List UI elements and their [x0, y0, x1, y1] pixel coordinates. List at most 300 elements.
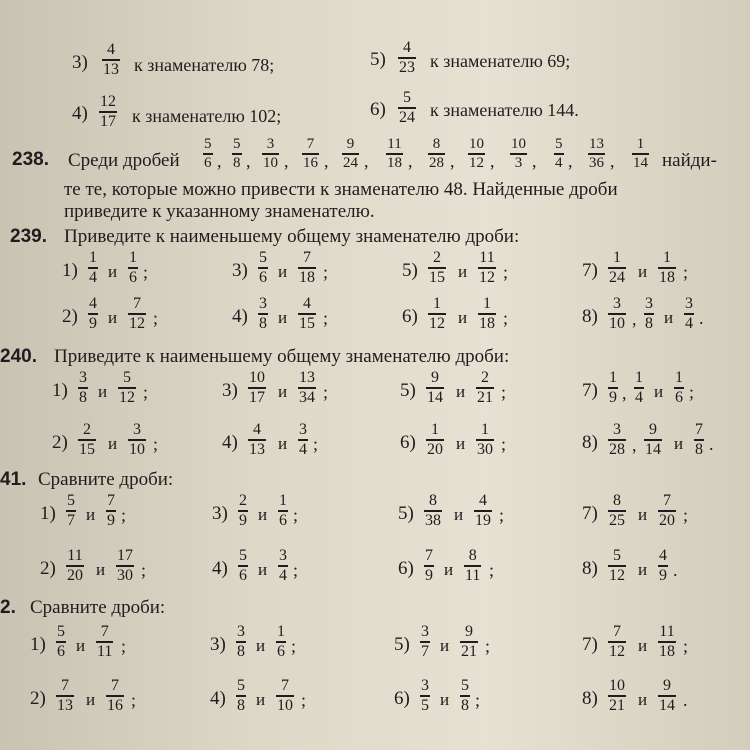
numerator: 4 [659, 547, 667, 564]
fraction [460, 624, 478, 660]
item-label: 3) [210, 634, 226, 655]
problem-239-title: Приведите к наименьшему общему знаменателю дроби: [64, 226, 520, 247]
numerator: 17 [117, 547, 133, 564]
and-word: и [440, 690, 450, 709]
item-label: 4) [212, 558, 228, 579]
numerator: 11 [387, 136, 402, 152]
item-label: 3) [212, 503, 228, 524]
fraction [236, 624, 246, 660]
fraction [428, 137, 445, 171]
numerator: 8 [432, 136, 441, 152]
denominator: 20 [67, 566, 83, 584]
numerator: 13 [589, 136, 604, 152]
item-label: 7) [582, 380, 598, 401]
and-word: и [458, 308, 468, 327]
fraction [420, 624, 430, 660]
fraction [474, 493, 492, 529]
denominator: 18 [479, 314, 495, 332]
numerator: 4 [479, 492, 487, 509]
numerator: 5 [67, 492, 75, 509]
item-label: 4) [72, 103, 88, 124]
item-end-punct: ; [293, 505, 299, 525]
fraction [608, 548, 626, 584]
item-end-punct: ; [501, 434, 507, 454]
item-label: 1) [40, 503, 56, 524]
numerator: 7 [107, 492, 115, 509]
denominator: 38 [425, 511, 441, 529]
denominator: 19 [475, 511, 491, 529]
denominator: 14 [659, 696, 675, 714]
denominator: 12 [479, 268, 495, 286]
denominator: 4 [89, 268, 97, 286]
and-word: и [98, 382, 108, 401]
fraction [554, 137, 564, 171]
numerator: 3 [685, 295, 693, 312]
denominator: 12 [469, 154, 484, 171]
fraction [248, 422, 266, 458]
fraction [203, 137, 213, 171]
and-word: и [278, 382, 288, 401]
numerator: 5 [237, 677, 245, 694]
denominator: 16 [107, 696, 123, 714]
denominator: 14 [633, 154, 648, 171]
numerator: 1 [636, 136, 645, 152]
denominator: 28 [609, 440, 625, 458]
comma: , [632, 435, 637, 455]
numerator: 3 [266, 136, 275, 152]
item-label: 7) [582, 260, 598, 281]
item-label: 1) [62, 260, 78, 281]
problem-238-number: 238. [12, 149, 49, 170]
numerator: 2 [83, 421, 91, 438]
fraction [658, 548, 668, 584]
denominator: 6 [239, 566, 247, 584]
numerator: 4 [253, 421, 261, 438]
comma: , [490, 151, 495, 171]
item-end-punct: ; [683, 505, 689, 525]
fraction [128, 422, 146, 458]
numerator: 7 [100, 623, 109, 640]
comma: , [450, 151, 455, 171]
denominator: 12 [429, 314, 445, 332]
and-word: и [86, 505, 96, 524]
fraction [96, 624, 113, 660]
numerator: 1 [277, 623, 285, 640]
item-end-punct: ; [143, 382, 149, 402]
numerator: 3 [645, 295, 653, 312]
numerator: 7 [663, 492, 671, 509]
and-word: и [638, 560, 648, 579]
comma: , [632, 309, 637, 329]
fraction [476, 370, 494, 406]
and-word: и [456, 382, 466, 401]
item-label: 4) [210, 688, 226, 709]
fraction [298, 422, 308, 458]
item-end-punct: . [673, 560, 678, 580]
task-text: к знаменателю 144. [430, 100, 579, 120]
fraction [56, 624, 66, 660]
denominator: 25 [609, 511, 625, 529]
item-label: 8) [582, 558, 598, 579]
denominator: 6 [277, 642, 285, 660]
fraction [128, 250, 138, 286]
numerator: 1 [675, 369, 683, 386]
fraction [426, 370, 444, 406]
fraction: 5 24 [399, 89, 415, 126]
denominator: 24 [343, 154, 358, 171]
denominator: 12 [609, 566, 625, 584]
fraction [298, 296, 316, 332]
numerator: 5 [461, 677, 469, 694]
problem-241-title: Сравните дроби: [38, 469, 174, 490]
item-end-punct: ; [323, 262, 329, 282]
denominator: 8 [645, 314, 653, 332]
item-end-punct: ; [683, 262, 689, 282]
denominator: 5 [421, 696, 429, 714]
and-word: и [674, 434, 684, 453]
numerator: 9 [649, 421, 657, 438]
item-label: 5) [398, 503, 414, 524]
numerator: 9 [663, 677, 671, 694]
and-word: и [108, 262, 118, 281]
denominator: 18 [299, 268, 315, 286]
fraction [674, 370, 684, 406]
fraction [424, 493, 442, 529]
numerator: 3 [613, 421, 621, 438]
fraction [106, 493, 116, 529]
item-label: 2) [52, 432, 68, 453]
fraction [476, 422, 494, 458]
denominator: 8 [461, 696, 469, 714]
fraction [386, 137, 403, 171]
denominator: 15 [429, 268, 445, 286]
fraction [588, 137, 605, 171]
item-label: 3) [232, 260, 248, 281]
item-label: 3) [222, 380, 238, 401]
denominator: 14 [645, 440, 661, 458]
numerator: 1 [483, 295, 491, 312]
item-end-punct: ; [475, 690, 481, 710]
item-end-punct: . [709, 434, 714, 454]
fraction [634, 370, 644, 406]
denominator: 10 [277, 696, 293, 714]
numerator: 1 [279, 492, 287, 509]
numerator: 9 [431, 369, 439, 386]
numerator: 7 [613, 623, 621, 640]
denominator: 6 [129, 268, 137, 286]
denominator: 12 [119, 388, 135, 406]
fraction [426, 422, 444, 458]
numerator: 9 [465, 623, 473, 640]
denominator: 15 [299, 314, 315, 332]
and-word: и [638, 690, 648, 709]
fraction [78, 422, 96, 458]
denominator: 10 [609, 314, 625, 332]
numerator: 2 [433, 249, 441, 266]
numerator: 5 [233, 136, 241, 152]
numerator: 5 [123, 369, 131, 386]
numerator: 5 [239, 547, 247, 564]
numerator: 5 [57, 623, 65, 640]
numerator: 1 [613, 249, 621, 266]
denominator: 8 [695, 440, 703, 458]
denominator: 9 [425, 566, 433, 584]
item-label: 5) [370, 49, 386, 70]
item-end-punct: . [699, 308, 704, 328]
denominator: 21 [609, 696, 625, 714]
denominator: 4 [635, 388, 643, 406]
fraction [106, 678, 124, 714]
denominator: 9 [609, 388, 617, 406]
fraction [478, 296, 496, 332]
numerator: 11 [479, 249, 495, 266]
item-end-punct: ; [683, 636, 689, 656]
item-label: 2) [62, 306, 78, 327]
denominator: 6 [259, 268, 267, 286]
fraction [276, 624, 286, 660]
and-word: и [638, 505, 648, 524]
fraction [608, 250, 626, 286]
numerator: 11 [659, 623, 675, 640]
and-word: и [76, 636, 86, 655]
denominator: 20 [427, 440, 443, 458]
item-end-punct: ; [293, 560, 299, 580]
and-word: и [458, 262, 468, 281]
item-end-punct: ; [503, 308, 509, 328]
numerator: 3 [421, 677, 429, 694]
fraction [342, 137, 359, 171]
fraction [232, 137, 242, 171]
denominator: 9 [89, 314, 97, 332]
item-end-punct: ; [499, 505, 505, 525]
item-end-punct: ; [313, 434, 319, 454]
numerator: 4 [303, 295, 311, 312]
task-text: к знаменателю 78; [134, 55, 275, 75]
comma: , [610, 151, 615, 171]
and-word: и [456, 434, 466, 453]
comma: , [622, 383, 627, 403]
numerator: 1 [433, 295, 441, 312]
fraction: 4 23 [399, 39, 415, 76]
numerator: 5 [555, 136, 563, 152]
comma: , [408, 151, 413, 171]
item-label: 5) [394, 634, 410, 655]
fraction [116, 548, 134, 584]
fraction [424, 548, 434, 584]
fraction [684, 296, 694, 332]
denominator: 3 [514, 154, 523, 171]
problem-238-lead: Среди дробей [68, 150, 180, 171]
denominator: 11 [97, 642, 113, 660]
and-word: и [654, 382, 664, 401]
fraction [608, 296, 626, 332]
item-label: 7) [582, 634, 598, 655]
item-label: 6) [402, 306, 418, 327]
fraction [278, 493, 288, 529]
item-label: 4) [222, 432, 238, 453]
fraction [464, 548, 481, 584]
numerator: 10 [511, 136, 526, 152]
denominator: 18 [387, 154, 402, 171]
denominator: 30 [117, 566, 133, 584]
denominator: 7 [421, 642, 429, 660]
item-label: 7) [582, 503, 598, 524]
and-word: и [664, 308, 674, 327]
comma: , [568, 151, 573, 171]
fraction [608, 624, 626, 660]
fraction [128, 296, 146, 332]
denominator: 15 [79, 440, 95, 458]
fraction [276, 678, 294, 714]
numerator: 10 [249, 369, 265, 386]
comma: , [246, 151, 251, 171]
item-label: 6) [398, 558, 414, 579]
denominator: 12 [129, 314, 145, 332]
numerator: 4 [89, 295, 97, 312]
denominator: 9 [107, 511, 115, 529]
and-word: и [258, 560, 268, 579]
task-text: к знаменателю 69; [430, 51, 571, 71]
numerator: 3 [133, 421, 141, 438]
denominator: 8 [237, 642, 245, 660]
numerator: 8 [468, 547, 477, 564]
item-label: 4) [232, 306, 248, 327]
item-end-punct: ; [323, 382, 329, 402]
denominator: 16 [303, 154, 318, 171]
item-label: 8) [582, 688, 598, 709]
fraction [608, 370, 618, 406]
fraction [262, 137, 279, 171]
fraction [468, 137, 485, 171]
denominator: 24 [609, 268, 625, 286]
fraction [694, 422, 704, 458]
denominator: 10 [129, 440, 145, 458]
fraction [78, 370, 88, 406]
fraction: 12 17 [100, 93, 116, 130]
fraction [658, 250, 676, 286]
and-word: и [258, 505, 268, 524]
denominator: 30 [477, 440, 493, 458]
fraction [428, 250, 446, 286]
numerator: 11 [67, 547, 83, 564]
and-word: и [108, 434, 118, 453]
numerator: 7 [425, 547, 433, 564]
denominator: 21 [477, 388, 493, 406]
denominator: 13 [249, 440, 265, 458]
and-word: и [638, 262, 648, 281]
numerator: 3 [613, 295, 621, 312]
numerator: 5 [259, 249, 267, 266]
numerator: 10 [469, 136, 484, 152]
denominator: 4 [685, 314, 693, 332]
fraction [88, 296, 98, 332]
denominator: 34 [299, 388, 315, 406]
numerator: 5 [613, 547, 621, 564]
item-label: 2) [40, 558, 56, 579]
denominator: 6 [57, 642, 65, 660]
denominator: 11 [465, 566, 481, 584]
item-end-punct: ; [121, 636, 127, 656]
denominator: 8 [237, 696, 245, 714]
numerator: 1 [129, 249, 137, 266]
fraction [66, 493, 76, 529]
fraction [258, 250, 268, 286]
denominator: 6 [204, 154, 212, 171]
task-text: к знаменателю 102; [132, 106, 282, 126]
and-word: и [638, 636, 648, 655]
fraction [644, 422, 662, 458]
item-end-punct: ; [689, 382, 695, 402]
fraction [56, 678, 74, 714]
denominator: 8 [233, 154, 241, 171]
item-end-punct: ; [143, 262, 149, 282]
item-label: 6) [394, 688, 410, 709]
fraction [66, 548, 84, 584]
fraction [420, 678, 430, 714]
fraction [118, 370, 136, 406]
item-end-punct: ; [131, 690, 137, 710]
fraction [298, 370, 316, 406]
numerator: 7 [306, 136, 315, 152]
denominator: 21 [461, 642, 477, 660]
item-end-punct: ; [323, 308, 329, 328]
denominator: 17 [249, 388, 265, 406]
fraction [236, 678, 246, 714]
fraction [238, 548, 248, 584]
item-label: 6) [400, 432, 416, 453]
problem-242-title: Сравните дроби: [30, 597, 166, 618]
comma: , [532, 151, 537, 171]
item-label: 3) [72, 52, 88, 73]
numerator: 1 [89, 249, 97, 266]
and-word: и [108, 308, 118, 327]
item-end-punct: ; [121, 505, 127, 525]
problem-241-number: 41. [0, 469, 27, 490]
numerator: 3 [299, 421, 307, 438]
and-word: и [86, 690, 96, 709]
numerator: 1 [431, 421, 439, 438]
item-label: 5) [402, 260, 418, 281]
fraction [608, 678, 626, 714]
numerator: 7 [133, 295, 141, 312]
comma: , [324, 151, 329, 171]
numerator: 7 [111, 677, 119, 694]
denominator: 9 [239, 511, 247, 529]
fraction [238, 493, 248, 529]
denominator: 28 [429, 154, 444, 171]
numerator: 3 [237, 623, 245, 640]
denominator: 13 [57, 696, 73, 714]
numerator: 1 [635, 369, 643, 386]
and-word: и [278, 308, 288, 327]
numerator: 13 [299, 369, 315, 386]
item-end-punct: ; [141, 560, 147, 580]
item-label: 6) [370, 99, 386, 120]
and-word: и [440, 636, 450, 655]
numerator: 7 [695, 421, 703, 438]
comma: , [364, 151, 369, 171]
item-end-punct: ; [153, 308, 159, 328]
fraction [632, 137, 649, 171]
problem-238-line-3: приведите к указанному знаменателю. [64, 201, 375, 222]
denominator: 6 [279, 511, 287, 529]
fraction [302, 137, 319, 171]
numerator: 2 [239, 492, 247, 509]
and-word: и [256, 636, 266, 655]
item-label: 8) [582, 306, 598, 327]
numerator: 3 [421, 623, 429, 640]
fraction [258, 296, 268, 332]
